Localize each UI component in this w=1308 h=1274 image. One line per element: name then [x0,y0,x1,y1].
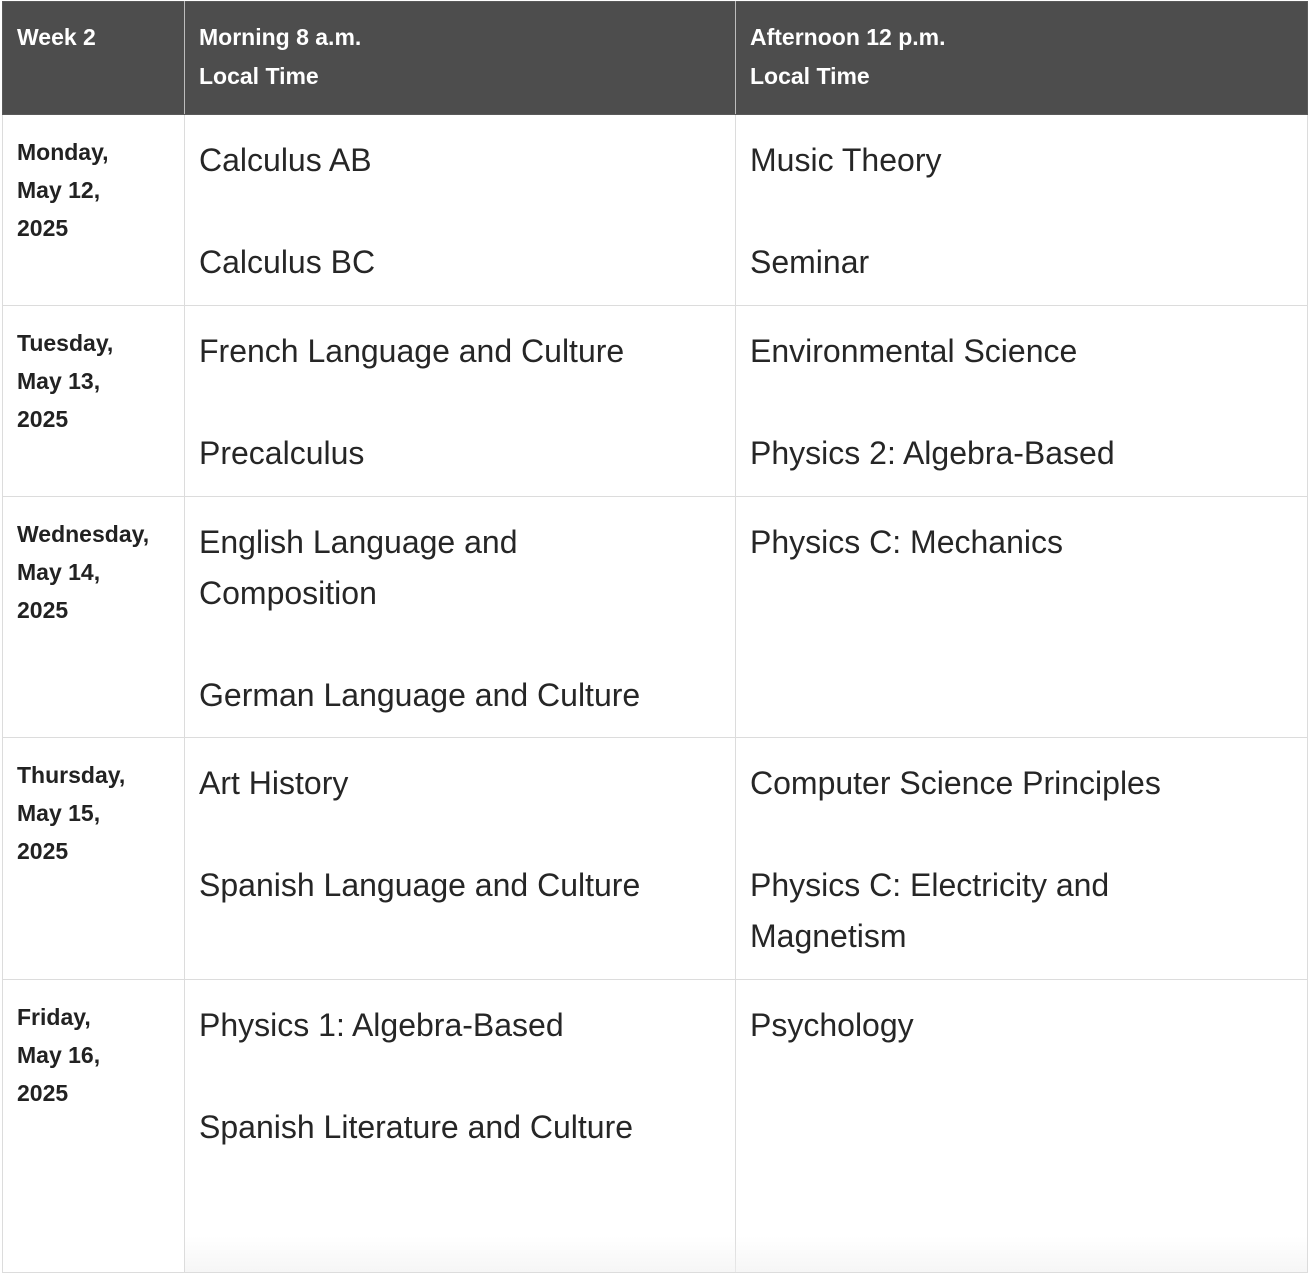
exam-name: Art History [199,765,349,801]
date-day: May 16, [17,1042,101,1068]
header-morning-time: Morning 8 a.m. [199,24,362,50]
exam-name: Seminar [750,244,870,280]
morning-exams [185,738,736,980]
date-weekday: Monday, [17,139,109,165]
header-week-label: Week 2 [17,24,96,50]
exam-name: Music Theory [750,142,942,178]
date-weekday: Friday, [17,1004,91,1030]
afternoon-exams [736,497,1308,738]
exam-name: English Language and Composition [199,524,518,611]
exam-name: Calculus BC [199,244,376,280]
date-year: 2025 [17,1080,69,1106]
exam-name: Physics 2: Algebra-Based [750,435,1115,471]
afternoon-exams [736,738,1308,980]
exam-name: Environmental Science [750,333,1078,369]
table-row-tuesday [3,306,1308,497]
header-morning [185,2,736,115]
table-row-wednesday [3,497,1308,738]
exam-schedule-table [2,1,1308,1273]
morning-exams [185,497,736,738]
header-afternoon-time: Afternoon 12 p.m. [750,24,946,50]
header-afternoon [736,2,1308,115]
date-weekday: Tuesday, [17,330,114,356]
morning-exams [185,115,736,306]
table-row-friday [3,980,1308,1273]
date-year: 2025 [17,838,69,864]
date-day: May 15, [17,800,101,826]
exam-name: Spanish Language and Culture [199,867,641,903]
date-day: May 14, [17,559,101,585]
exam-name: Physics C: Mechanics [750,524,1063,560]
header-afternoon-zone: Local Time [750,63,870,89]
exam-name: Spanish Literature and Culture [199,1109,634,1145]
afternoon-exams [736,306,1308,497]
date-cell [3,306,185,497]
date-day: May 12, [17,177,101,203]
header-morning-zone: Local Time [199,63,319,89]
date-weekday: Wednesday, [17,521,150,547]
exam-name: Psychology [750,1007,914,1043]
table-body [3,115,1308,1273]
exam-name: German Language and Culture [199,677,641,713]
exam-name: French Language and Culture [199,333,625,369]
afternoon-exams [736,115,1308,306]
exam-name: Computer Science Principles [750,765,1161,801]
date-cell [3,497,185,738]
date-year: 2025 [17,597,69,623]
exam-name: Calculus AB [199,142,372,178]
table-header [3,2,1308,115]
date-cell [3,980,185,1273]
header-week [3,2,185,115]
date-day: May 13, [17,368,101,394]
morning-exams [185,980,736,1273]
exam-name: Precalculus [199,435,365,471]
date-cell [3,115,185,306]
date-weekday: Thursday, [17,762,126,788]
date-year: 2025 [17,406,69,432]
date-year: 2025 [17,215,69,241]
exam-name: Physics C: Electricity and Magnetism [750,867,1110,954]
table-row-thursday [3,738,1308,980]
header-row [3,2,1308,115]
exam-name: Physics 1: Algebra-Based [199,1007,564,1043]
afternoon-exams [736,980,1308,1273]
table-row-monday [3,115,1308,306]
date-cell [3,738,185,980]
morning-exams [185,306,736,497]
